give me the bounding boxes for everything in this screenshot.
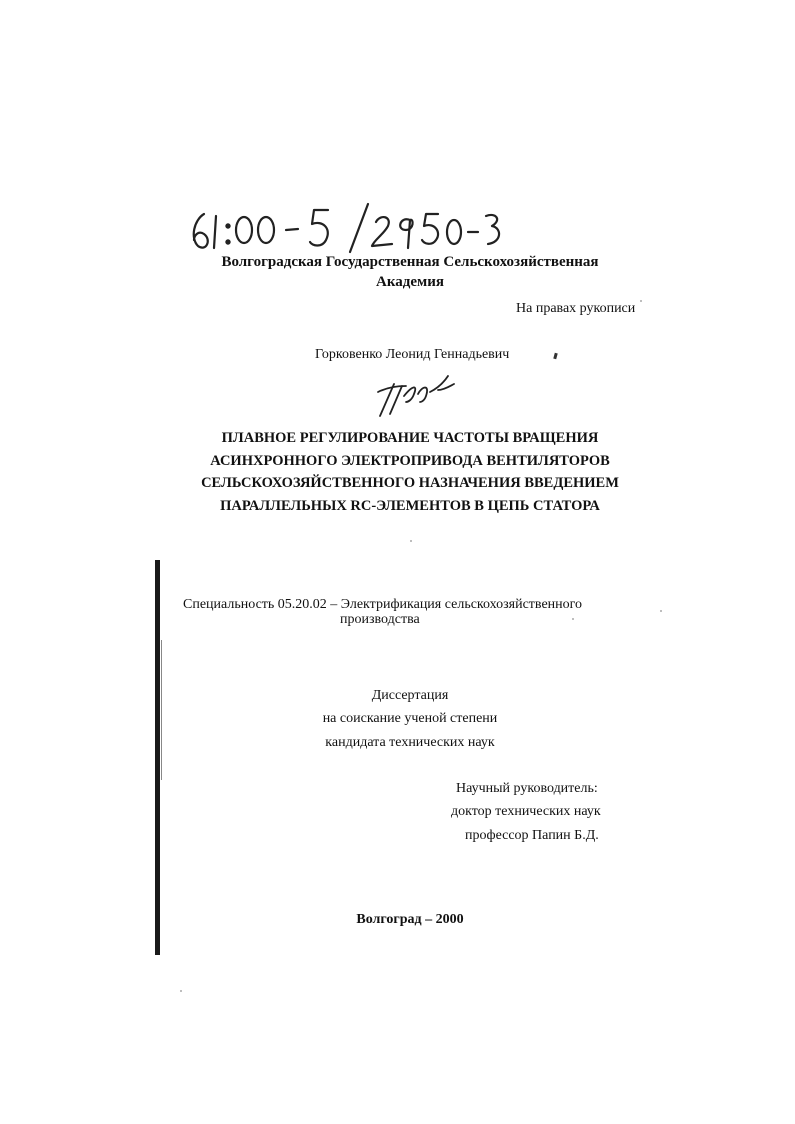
degree-line-2: кандидата технических наук: [325, 735, 495, 750]
dissertation-title: [180, 427, 640, 517]
title-line-4: ПАРАЛЛЕЛЬНЫХ RC-ЭЛЕМЕНТОВ В ЦЕПЬ СТАТОРА: [220, 497, 600, 514]
handwritten-archive-code: [186, 200, 506, 256]
manuscript-rights-note: На правах рукописи: [516, 301, 636, 316]
institution-name: [200, 252, 620, 292]
scan-edge-line: [161, 640, 162, 780]
scan-speck: [640, 300, 642, 302]
ink-mark: [553, 353, 557, 360]
signature-drawing: [372, 372, 462, 418]
supervisor-heading: Научный руководитель:: [456, 781, 598, 796]
scan-speck: [410, 540, 412, 542]
scan-speck: [660, 610, 662, 612]
specialty-line-2: производства: [340, 612, 420, 627]
title-line-3: СЕЛЬСКОХОЗЯЙСТВЕННОГО НАЗНАЧЕНИЯ ВВЕДЕНИЕМ: [201, 475, 619, 491]
title-line-1: ПЛАВНОЕ РЕГУЛИРОВАНИЕ ЧАСТОТЫ ВРАЩЕНИЯ: [221, 430, 599, 446]
supervisor-degree: доктор технических наук: [451, 804, 601, 819]
dissertation-label: Диссертация: [371, 688, 449, 703]
scan-edge-shadow: [155, 560, 160, 955]
scan-speck: [180, 990, 182, 992]
degree-line-1: на соискание ученой степени: [322, 711, 498, 726]
author-signature: [372, 372, 462, 418]
supervisor-name: профессор Папин Б.Д.: [465, 828, 599, 843]
specialty-line-1: Специальность 05.20.02 – Электрификация сельскохозяйственного: [183, 597, 583, 612]
institution-line-1: Волгоградская Государственная Сельскохозяйственная: [221, 254, 599, 270]
author-name: Горковенко Леонид Геннадьевич: [315, 347, 510, 362]
scan-speck: [572, 618, 574, 620]
title-line-2: АСИНХРОННОГО ЭЛЕКТРОПРИВОДА ВЕНТИЛЯТОРОВ: [210, 452, 610, 469]
city-year: Волгоград – 2000: [356, 912, 464, 927]
handwritten-code-drawing: [186, 200, 506, 256]
institution-line-2: Академия: [376, 274, 444, 290]
